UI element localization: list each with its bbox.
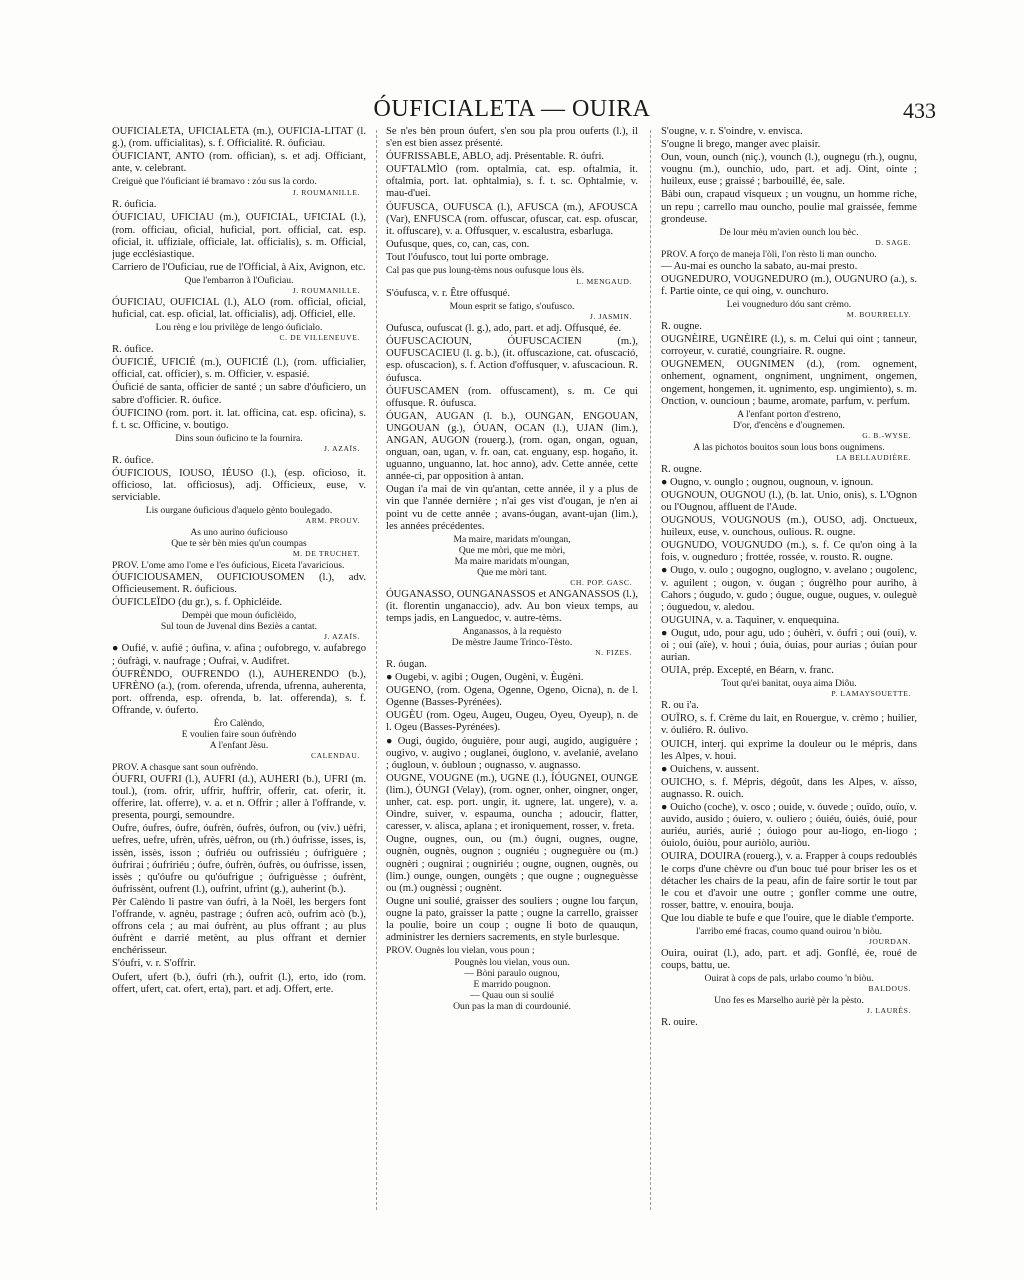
quotation-line: A l'enfant porton d'estreno, xyxy=(737,408,841,420)
dictionary-entry: OUGNE, VOUGNE (m.), UGNE (l.), ÍÓUGNEI, OUNGE (lim.), ÓUNGI (Velay), (rom. ogner, onher, oingner, onger, unher, cat. esp. port. ungir, it. ugnere, lat. ungere), v. a. Oindre, suiver, v. espauma, ouncha ; adoucir, flatter, caresser, v. alisca, aplana ; et ironiquement, rosser, v. freta. xyxy=(386,772,638,833)
dictionary-entry: OUGNEMEN, OUGNIMEN (d.), (rom. ognement, onhement, ognament, ongniment, ungniment, ongemen, ongement, hongemen, it. ugnimento, esp. ungimiento), s. m. Onction, v. ouncioun ; baume, aromate, parfum, v. perfum. xyxy=(661,359,917,407)
quotation-line: Ouirat à cops de pals, urlabo coumo 'n biòu. xyxy=(704,973,874,985)
dictionary-entry: ● Ougno, v. ounglo ; ougnou, ougnoun, v. ignoun. xyxy=(661,476,874,488)
dictionary-entry: ÓUFICIAU, OUFICIAL (l.), ALO (rom. official, oficial, huficial, cat. esp. oficial, lat. officialis), adj. Officiel, elle. xyxy=(112,296,366,321)
quotation-author: BALDOUS. xyxy=(868,984,911,994)
quotation-line: D'or, d'encèns e d'ougnemen. xyxy=(733,419,845,431)
dictionary-entry: R. óuficia. xyxy=(112,199,157,211)
dictionary-entry: OUGNOUN, OUGNOU (l.), (b. lat. Unio, onis), s. L'Ognon ou l'Ougnou, affluent de l'Aude. xyxy=(661,489,917,513)
proverb-line: PROV. Ougnès lou vielan, vous poun ; xyxy=(386,945,535,957)
dictionary-entry: Oufert, ufert (b.), óufri (rh.), oufrit (l.), erto, ido (rom. offert, ufert, cat. ofert, erta), part. et adj. Offert, erte. xyxy=(112,971,366,995)
quotation-author: P. LAMAYSOUETTE. xyxy=(831,689,911,699)
dictionary-entry: Pèr Calèndo li pastre van óufri, à la Noël, les bergers font l'offrande, v. agnèu, pastrage ; óufren acò, oufrim acò (b.), offrons cela ; au mai óufrènt, au plus offrant ; au plus óufrènt e darrié metènt, au plus offrant et dernier enchérisseur. xyxy=(112,896,366,957)
column-divider xyxy=(650,130,651,1210)
quotation-author: J. JASMIN. xyxy=(589,312,632,322)
quotation-line: Èro Calèndo, xyxy=(213,718,265,729)
quotation-line: Sul toun de Juvenal dins Beziès a cantat. xyxy=(160,621,318,633)
quotation-author: N. FIZES. xyxy=(595,648,632,657)
quotation-line: E marrido pougnon. xyxy=(473,979,551,991)
dictionary-entry: OUIRA, DOUIRA (rouerg.), v. a. Frapper à coups redoublés le corps d'une chèvre ou d'un bouc tué pour briser les os et détacher les chairs de la peau, afin de faire sortir le tout par le cou et d'avoir une outre ; gonfler comme une outre, rosser, battre, v. enouira, bouja. xyxy=(661,851,917,911)
column-divider xyxy=(376,130,377,1210)
dictionary-entry: OUGNUDO, VOUGNUDO (m.), s. f. Ce qu'on oing à la fois, v. ougneduro ; frottée, rossée, v. rousto. R. ougne. xyxy=(661,540,917,564)
dictionary-entry: ● Oufié, v. aufié ; óufina, v. afina ; oufobrego, v. aufabrego ; óufràgi, v. naufrage ; Oufrai, v. Audifret. xyxy=(112,643,366,667)
dictionary-entry: ÓUFICIOUSAMEN, OUFICIOUSOMEN (l.), adv. Officieusement. R. óuficious. xyxy=(112,572,366,596)
quotation-author: J. AZAÏS. xyxy=(324,632,360,642)
dictionary-entry: Oufre, óufres, óufre, óufrèn, óufrès, óufron, ou (viv.) uèfri, uefres, uefre, ufrèn, ufrès, uèfron, ou (rh.) óufrisse, isses, is, issèn, issès, isson ; óufriéu ou oufrissiéu ; óufriguère ; óufrirai ; óufririéu ; óufre, óufrèn, óufrès, ou óufrisse, issen, issès ; qu'óufre ou qu'óufrigue ; óufriguèsse ; óufrènt, óufrissènt, oufrent (l.), oufrint, ufrint (g.), auherint (b.). xyxy=(112,823,366,895)
quotation-line: De lour mèu m'avien ounch lou bèc. xyxy=(719,226,859,238)
dictionary-entry: Ougan i'a mai de vin qu'antan, cette année, il y a plus de vin que l'année dernière ; n'ai ges vist d'ougan, je n'en ai point vu de cette année ; avans-óugan, avant-ujan (lim.), les années précédentes. xyxy=(386,484,638,532)
quotation-author: J. LAURÈS. xyxy=(866,1006,911,1016)
quotation-line: Uno fes es Marselho auriè pèr la pèsto. xyxy=(714,995,864,1007)
column-right xyxy=(661,126,917,1216)
dictionary-entry: R. óugan. xyxy=(386,659,427,670)
quotation-author: JOURDAN. xyxy=(868,936,911,946)
proverb-line: Creiguè que l'óuficiant ié bramavo : zóu sus la cordo. xyxy=(112,176,317,188)
quotation-line: — Bòni paraulo ougnou, xyxy=(464,968,560,980)
dictionary-entry: ÓUFUSCACIOUN, ÓUFUSCACIEN (m.), OUFUSCACIEU (l. g. b.), (it. offuscazione, cat. ofuscació, esp. ofuscacion), s. f. Action d'offusquer, v. afuscacioun. R. óufusca. xyxy=(386,336,638,384)
dictionary-entry: ÓUFICIALETA, UFICIALETA (m.), OUFICIA-LITAT (l. g.), (rom. ufficialitas), s. f. Officialité. R. óuficiau. xyxy=(112,126,366,150)
quotation-line: Dins soun óuficino te la fournira. xyxy=(175,432,303,444)
dictionary-entry: Ougne, ougnes, oun, ou (m.) óugni, ougnes, ougne, ougnèn, ougnès, ougnon ; ougniéu ; ougneguère ou (m.) ougnèri ; ougnirai ; ougniriéu ; ougne, ougnen, ougnès, ou (lim.) ounge, oungen, oungèts ; que ougne ; ougneguèsse ou (m.) ougnèssi ; ougnènt. xyxy=(386,834,638,894)
dictionary-entry: ÓUFUSCA, OUFUSCA (l.), AFUSCA (m.), AFOUSCA (Var), ENFUSCA (rom. offuscar, ofuscar, cat. esp. ofuscar, it. offuscare), v. a. Offusquer, v. escalustra, esbarluga. xyxy=(386,201,638,237)
quotation-line: Ma maire maridats m'oungan, xyxy=(454,555,570,567)
dictionary-entry: Óuficié de santa, officier de santé ; un sabre d'óuficiero, un sabre d'officier. R. óufice. xyxy=(112,382,366,406)
dictionary-entry: — Au-mai es ouncho la sabato, au-mai presto. xyxy=(661,260,858,272)
quotation-line: Que l'embarron à l'Ouficiau. xyxy=(184,274,294,286)
proverb-line: PROV. A forço de maneja l'òli, l'on rèsto li man ouncho. xyxy=(661,248,877,260)
page-header-title: ÓUFICIALETA — OUIRA xyxy=(373,96,651,122)
quotation-line: Oun pas la man di courdounié. xyxy=(453,1001,571,1013)
quotation-line: A l'enfant Jèsu. xyxy=(209,740,269,751)
quotation-line: Lei vougneduro dóu sant crèmo. xyxy=(726,299,852,311)
dictionary-entry: ● Ougi, óugido, óuguière, pour augi, augido, augiguère ; ougivo, v. augivo ; ouglanei, óuglono, v. avelanié, avelano ; óugloun, v. óubloun ; ougnasso, v. augnasso. xyxy=(386,735,638,771)
dictionary-entry: ÓUFICLEÏDO (du gr.), s. f. Ophicléide. xyxy=(112,597,283,609)
quotation-author: CH. POP. GASC. xyxy=(570,577,632,587)
quotation-line: Que te sèr bèn mies qu'un coumpas xyxy=(171,538,307,550)
dictionary-entry: OUGENO, (rom. Ogena, Ogenne, Ogeno, Oicna), n. de l. Ogenne (Basses-Pyrénées). xyxy=(386,685,638,709)
dictionary-entry: ÓUFRISSABLE, ABLO, adj. Présentable. R. óufri. xyxy=(386,151,605,163)
dictionary-entry: S'ougne li brego, manger avec plaisir. xyxy=(661,139,821,151)
dictionary-entry: Oun, voun, ounch (niç.), vounch (l.), ougnegu (rh.), ougnu, vougnu (m.), ounchio, udo, part. et adj. Oint, ointe ; huileux, euse ; graissé ; barbouillé, ée, sale. xyxy=(661,152,917,188)
dictionary-entry: ● Ougut, udo, pour agu, udo ; óuhèri, v. óufri ; oui (oui), v. oi ; oui (aïe), v. houi ; óuia, óuias, pour aurias ; óuian pour aurian. xyxy=(661,627,917,664)
quotation-line: Ma maire, maridats m'oungan, xyxy=(453,533,571,545)
column-left xyxy=(112,126,366,1216)
dictionary-entry: Que lou diable te bufe e que l'ouire, que le diable t'emporte. xyxy=(661,912,914,924)
dictionary-entry: ÓUFICINO (rom. port. it. lat. officina, cat. esp. oficina), s. f. t. sc. Officine, v. boutigo. xyxy=(112,407,366,431)
quotation-author: C. DE VILLENEUVE. xyxy=(279,333,360,343)
dictionary-entry: ● Ouicho (coche), v. osco ; ouide, v. óuvede ; ouïdo, ouïo, v. auvido, ausido ; óuiero, v. ouliero ; óuiéu, óuiés, óuié, pour auriéu, auriés, aurié ; óuiogo pour au-liogo, en-liogo ; óuiolo, óuiòu, pour auriòlo, auriòu. xyxy=(661,802,917,850)
dictionary-entry: OUICHO, s. f. Mépris, dégoût, dans les Alpes, v. aïsso, augnasso. R. ouich. xyxy=(661,776,917,800)
quotation-line: As uno aurino óuficiouso xyxy=(190,527,288,539)
quotation-author: LA BELLAUDIÈRE. xyxy=(836,452,911,462)
quotation-line: De mèstre Jaume Trinco-Tèsto. xyxy=(451,637,573,648)
column-middle xyxy=(386,126,638,1216)
quotation-line: Anganassos, à la requèsto xyxy=(462,626,562,637)
dictionary-entry: R. óufice. xyxy=(112,454,154,466)
dictionary-entry: OUIA, prép. Excepté, en Béarn, v. franc. xyxy=(661,665,834,677)
dictionary-entry: R. ouire. xyxy=(661,1017,698,1029)
quotation-line: E voulien faire soun óufrèndo xyxy=(181,729,297,740)
dictionary-entry: Oufusca, oufuscat (l. g.), ado, part. et adj. Offusqué, ée. xyxy=(386,323,622,335)
dictionary-entry: Oufusque, ques, co, can, cas, con. xyxy=(386,238,530,250)
quotation-line: Lou rèng e lou privilège de lengo óuficialo. xyxy=(155,322,323,334)
dictionary-entry: S'ougne, v. r. S'oindre, v. envisca. xyxy=(661,126,803,137)
quotation-line: A las pichotos bouitos soun lous bons ougnimens. xyxy=(693,441,885,453)
dictionary-entry: ÓUFICIANT, ANTO (rom. offician), s. et adj. Officiant, ante, v. celebrant. xyxy=(112,151,366,175)
dictionary-entry: R. ou i'a. xyxy=(661,700,699,712)
quotation-author: G. B.-WYSE. xyxy=(862,430,911,440)
quotation-line: Lis ourgane óuficious d'aquelo gènto boulegado. xyxy=(145,505,333,517)
dictionary-entry: ● Ouichens, v. aussent. xyxy=(661,763,760,775)
quotation-author: D. SAGE. xyxy=(875,237,911,247)
dictionary-entry: OUÏRO, s. f. Crème du lait, en Rouergue, v. crèmo ; huilier, v. óuliéro. R. óulivo. xyxy=(661,713,917,737)
dictionary-entry: S'óufusca, v. r. Être offusqué. xyxy=(386,288,511,300)
dictionary-entry: R. óufice. xyxy=(112,344,154,356)
dictionary-entry: ● Ougebi, v. agibi ; Ougen, Ougèni, v. Èugèni. xyxy=(386,672,584,684)
quotation-author: ARM. PROUV. xyxy=(305,516,360,526)
quotation-author: J. ROUMANILLE. xyxy=(292,285,360,295)
quotation-line: Que me mòri tant. xyxy=(477,566,547,578)
quotation-line: Pougnès lou vielan, vous oun. xyxy=(454,957,570,969)
dictionary-entry: ÓUFICIOUS, IOUSO, IÉUSO (l.), (esp. oficioso, it. officioso, lat. officiosus), adj. Officieux, euse, v. serviciable. xyxy=(112,467,366,504)
dictionary-entry: OUGNÈIRE, UGNÈIRE (l.), s. m. Celui qui oint ; tanneur, corroyeur, v. curatié, coungriaire. R. ougne. xyxy=(661,334,917,358)
quotation-line: Moun esprit se fatigo, s'oufusco. xyxy=(449,301,575,313)
quotation-line: Que me mòri, que me mòri, xyxy=(458,544,566,556)
dictionary-entry: R. ougne. xyxy=(661,463,702,475)
quotation-author: J. AZAÏS. xyxy=(324,443,360,453)
page-number: 433 xyxy=(903,98,936,123)
dictionary-entry: Bàbi oun, crapaud visqueux ; un vougnu, un homme riche, un repu ; carrello mau ouncho, poulie mal graissée, femme grondeuse. xyxy=(661,189,917,225)
dictionary-entry: OUICH, interj. qui exprime la douleur ou le mépris, dans les Alpes, v. houi. xyxy=(661,738,917,762)
dictionary-entry: ● Ougo, v. oulo ; ougogno, ouglogno, v. avelano ; ougolenc, v. aguilent ; ougon, v. óugan ; óugrèlho pour auriho, à Cahors ; óugudo, v. gudo ; óugue, ougue, ougues, v. ouleguè ; óuguedou, v. aledou. xyxy=(661,565,917,613)
proverb-line: Cal pas que pus loung-tèms nous oufusque lous èls. xyxy=(386,265,584,277)
quotation-line: Tout qu'ei banitat, ouya aima Diôu. xyxy=(721,678,857,690)
dictionary-entry: Tout l'óufusco, tout lui porte ombrage. xyxy=(386,251,549,263)
quotation-author: M. BOURRELLY. xyxy=(846,310,911,320)
dictionary-entry: ÓUGANASSO, OUNGANASSOS et ANGANASSOS (l.), (it. florentin unganaccio), adv. Au bon vieux temps, au temps jadis, en Languedoc, v. autre-tèms. xyxy=(386,588,638,624)
dictionary-entry: S'óufri, v. r. S'offrir. xyxy=(112,958,196,970)
dictionary-entry: Ougne uni soulié, graisser des souliers ; ougne lou farçun, ougne la pato, graisser la patte ; ougne la carrello, graisser la poulie, boire un coup ; ougne li boto de quauqun, administrer les derniers sacrements, en style burlesque. xyxy=(386,895,638,944)
proverb-line: PROV. L'ome amo l'ome e l'es óuficious, Eiceta l'avaricious. xyxy=(112,560,345,572)
quotation-line: Dempèi que moun óuficlèido, xyxy=(181,610,297,622)
dictionary-entry: Ouira, ouirat (l.), ado, part. et adj. Gonflé, ée, roué de coups, battu, ue. xyxy=(661,947,917,972)
dictionary-entry: OUGNOUS, VOUGNOUS (m.), OUSO, adj. Onctueux, huileux, euse, v. ounchous, oulious. R. ougne. xyxy=(661,515,917,539)
dictionary-entry: OUFTALMÌO (rom. optalmia, cat. esp. oftalmia, it. oftalmia, port. lat. ophtalmia), s. f. t. sc. Ophtalmie, v. mau-d'uei. xyxy=(386,164,638,200)
dictionary-entry: ÓUFUSCAMEN (rom. offuscament), s. m. Ce qui offusque. R. óufusca. xyxy=(386,385,638,409)
proverb-line: PROV. A chasque sant soun oufrèndo. xyxy=(112,762,259,773)
quotation-author: L. MENGAUD. xyxy=(576,277,632,287)
dictionary-entry: Se n'es bèn proun óufert, s'en sou pla prou ouferts (l.), il s'en est bien assez présenté. xyxy=(386,126,638,150)
dictionary-entry: Carriero de l'Ouficiau, rue de l'Official, à Aix, Avignon, etc. xyxy=(112,261,366,273)
quotation-author: M. DE TRUCHET. xyxy=(292,549,360,559)
dictionary-entry: ÓUFICIAU, UFICIAU (m.), OUFICIAL, UFICIAL (l.), (rom. officiau, oficial, huficial, port. official, cat. esp. oficial, it. uffiziale, officiale, lat. officialis), s. m. Official, juge ecclésiastique. xyxy=(112,212,366,260)
quotation-line: — Quau oun si soulié xyxy=(470,990,554,1002)
quotation-author: CALENDAU. xyxy=(310,751,360,760)
dictionary-entry: ÓUFRÈNDO, OUFRENDO (l.), AUHERENDO (b.), UFRÈNO (a.), (rom. oferenda, ufrenda, ufrenna, auherenta, port. offrenda, esp. ofrenda, b. lat. offerenda), s. f. Offrande, v. óuferto. xyxy=(112,668,366,716)
dictionary-entry: OUGUINA, v. a. Taquiner, v. enquequina. xyxy=(661,614,840,626)
quotation-author: J. ROUMANILLE. xyxy=(292,188,360,198)
dictionary-entry: ÓUGAN, AUGAN (l. b.), OUNGAN, ENGOUAN, UNGOUAN (g.), ÓUAN, OCAN (l.), UJAN (lim.), ANGAN, AUGON (rouerg.), (rom. ogan, ongan, oguan, onguan, oan, ugan, v. fr. oan, cat. enguany, esp. hogaño, it. uguanno, unguanno, lat. hoc anno), adv. Cette année, cette année-ci, par opposition à antan. xyxy=(386,410,638,483)
dictionary-entry: ÓUFRI, OUFRI (l.), AUFRI (d.), AUHERI (b.), UFRI (m. toul.), (rom. ofrir, uffrir, huffrir, offerir, cat. oferir, it. offerire, lat. offerre), v. a. et n. Offrir ; aller à l'offrande, v. presenta, pourgi, semoundre. xyxy=(112,774,366,822)
dictionary-entry: ÓUFICIÉ, UFICIÉ (m.), OUFICIÉ (l.), (rom. ufficialier, official, cat. officier), s. m. Officier, v. espasié. xyxy=(112,357,366,381)
quotation-line: l'arribo emé fracas, coumo quand ouirou 'n biòu. xyxy=(696,925,882,937)
dictionary-entry: OUGÈU (rom. Ogeu, Augeu, Ougeu, Oyeu, Oyeup), n. de l. Ogeu (Basses-Pyrénées). xyxy=(386,710,638,734)
dictionary-entry: R. ougne. xyxy=(661,321,702,333)
dictionary-entry: OUGNEDURO, VOUGNEDURO (m.), OUGNURO (a.), s. f. Partie ointe, ce qui oing, v. ounchuro. xyxy=(661,273,917,297)
